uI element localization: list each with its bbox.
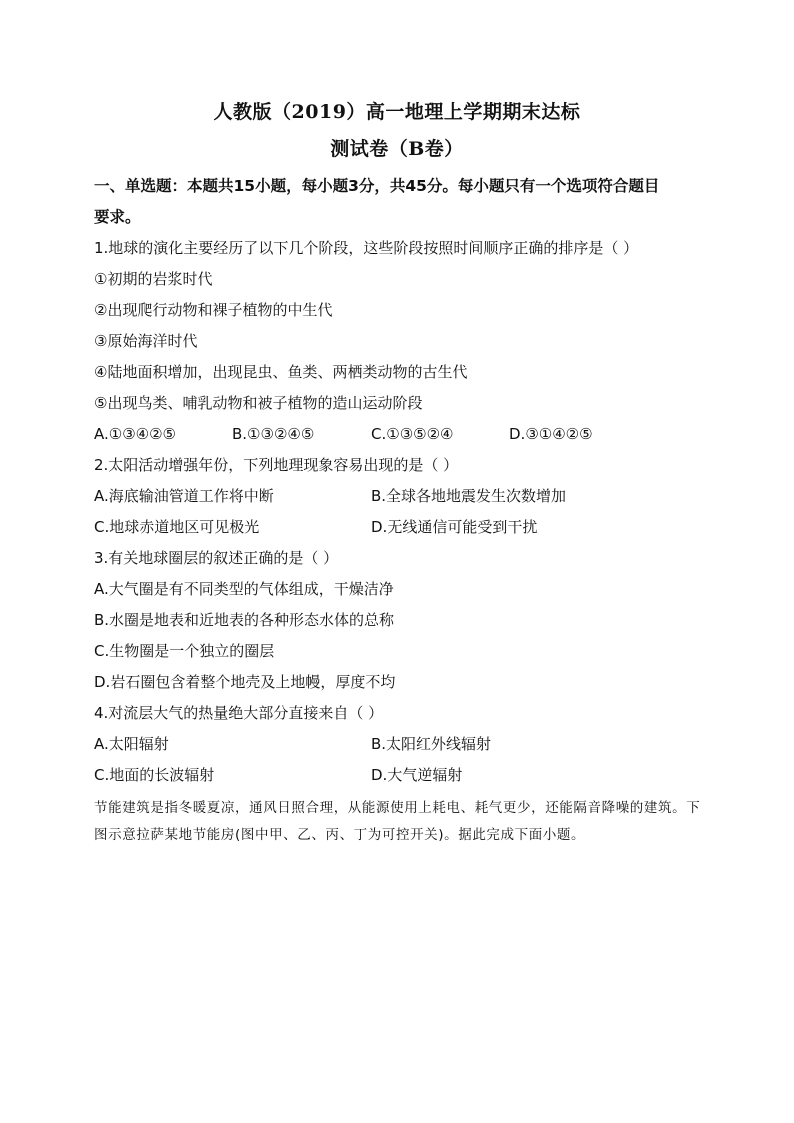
question-1-item-5: ⑤出现鸟类、哺乳动物和被子植物的造山运动阶段 — [94, 394, 423, 412]
question-4-stem: 4.对流层大气的热量绝大部分直接来自（ ） — [94, 704, 384, 722]
question-4-option-c: C.地面的长波辐射 — [94, 766, 215, 784]
question-1-option-b: B.①③②④⑤ — [232, 425, 315, 443]
question-3-option-a: A.大气圈是有不同类型的气体组成，干燥洁净 — [94, 580, 394, 598]
section-heading-continued: 要求。 — [94, 208, 141, 226]
passage-text: 节能建筑是指冬暖夏凉，通风日照合理，从能源使用上耗电、耗气更少，还能隔音降噪的建筑。下图示意拉萨某地节能房(图中甲、乙、丙、丁为可控开关)。据此完成下面小题。 — [94, 800, 701, 843]
question-4-option-a: A.太阳辐射 — [94, 735, 169, 753]
question-2-stem: 2.太阳活动增强年份，下列地理现象容易出现的是（ ） — [94, 456, 459, 474]
question-3-option-c: C.生物圈是一个独立的圈层 — [94, 642, 275, 660]
document-title: 人教版（2019）高一地理上学期期末达标 — [213, 101, 581, 123]
document-subtitle: 测试卷（B卷） — [330, 138, 464, 160]
question-2-option-b: B.全球各地地震发生次数增加 — [371, 487, 567, 505]
question-1-option-d: D.③①④②⑤ — [509, 425, 593, 443]
question-2-option-d: D.无线通信可能受到干扰 — [371, 518, 538, 536]
question-1-item-2: ②出现爬行动物和裸子植物的中生代 — [94, 301, 333, 319]
question-1-item-3: ③原始海洋时代 — [94, 332, 198, 350]
section-heading: 一、单选题：本题共15小题，每小题3分，共45分。每小题只有一个选项符合题目 — [94, 177, 660, 195]
question-2-option-c: C.地球赤道地区可见极光 — [94, 518, 260, 536]
question-1-item-1: ①初期的岩浆时代 — [94, 270, 213, 288]
question-1-item-4: ④陆地面积增加，出现昆虫、鱼类、两栖类动物的古生代 — [94, 363, 468, 381]
question-2-option-a: A.海底输油管道工作将中断 — [94, 487, 274, 505]
question-1-option-a: A.①③④②⑤ — [94, 425, 177, 443]
question-1-option-c: C.①③⑤②④ — [371, 425, 454, 443]
question-3-option-b: B.水圈是地表和近地表的各种形态水体的总称 — [94, 611, 395, 629]
question-4-option-d: D.大气逆辐射 — [371, 766, 463, 784]
question-3-option-d: D.岩石圈包含着整个地壳及上地幔，厚度不均 — [94, 673, 396, 691]
question-3-stem: 3.有关地球圈层的叙述正确的是（ ） — [94, 549, 339, 567]
question-1-stem: 1.地球的演化主要经历了以下几个阶段，这些阶段按照时间顺序正确的排序是（ ） — [94, 239, 639, 257]
question-4-option-b: B.太阳红外线辐射 — [371, 735, 492, 753]
